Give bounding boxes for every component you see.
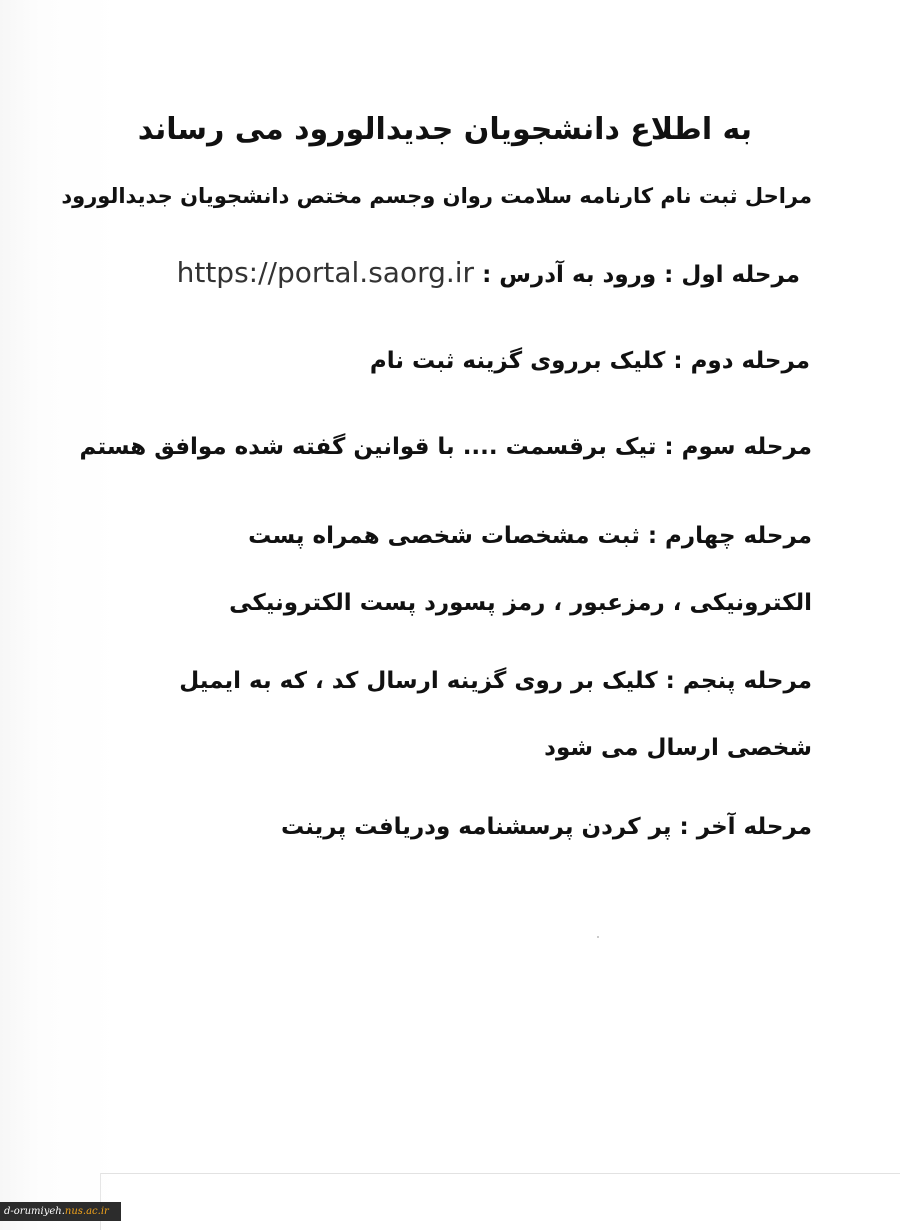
announcement-subtitle: مراحل ثبت نام کارنامه سلامت روان وجسم مختص دانشجویان جدیدالورود <box>61 184 812 208</box>
step-2: مرحله دوم : کلیک برروی گزینه ثبت نام <box>369 348 810 374</box>
step-1-text: مرحله اول : ورود به آدرس : <box>474 262 800 288</box>
scan-edge-bottom <box>100 1173 900 1174</box>
step-5: مرحله پنجم : کلیک بر روی گزینه ارسال کد ، که به ایمیل <box>179 668 812 694</box>
site-watermark <box>0 1202 121 1221</box>
portal-url: https://portal.saorg.ir <box>176 256 475 289</box>
announcement-title: به اطلاع دانشجویان جدیدالورود می رساند <box>137 112 752 147</box>
scan-speck <box>597 936 599 938</box>
step-4-continuation: الکترونیکی ، رمزعبور ، رمز پسورد پست الکترونیکی <box>229 590 812 616</box>
step-5-continuation: شخصی ارسال می شود <box>544 735 812 761</box>
step-4: مرحله چهارم : ثبت مشخصات شخصی همراه پست <box>248 523 812 549</box>
step-3: مرحله سوم : تیک برقسمت .... با قوانین گفته شده موافق هستم <box>79 434 812 460</box>
step-1 <box>177 256 800 289</box>
watermark-accent: nus.ac.ir <box>64 1206 109 1217</box>
step-final: مرحله آخر : پر کردن پرسشنامه ودریافت پرینت <box>280 814 812 840</box>
watermark-prefix: d-orumiyeh. <box>4 1206 65 1217</box>
